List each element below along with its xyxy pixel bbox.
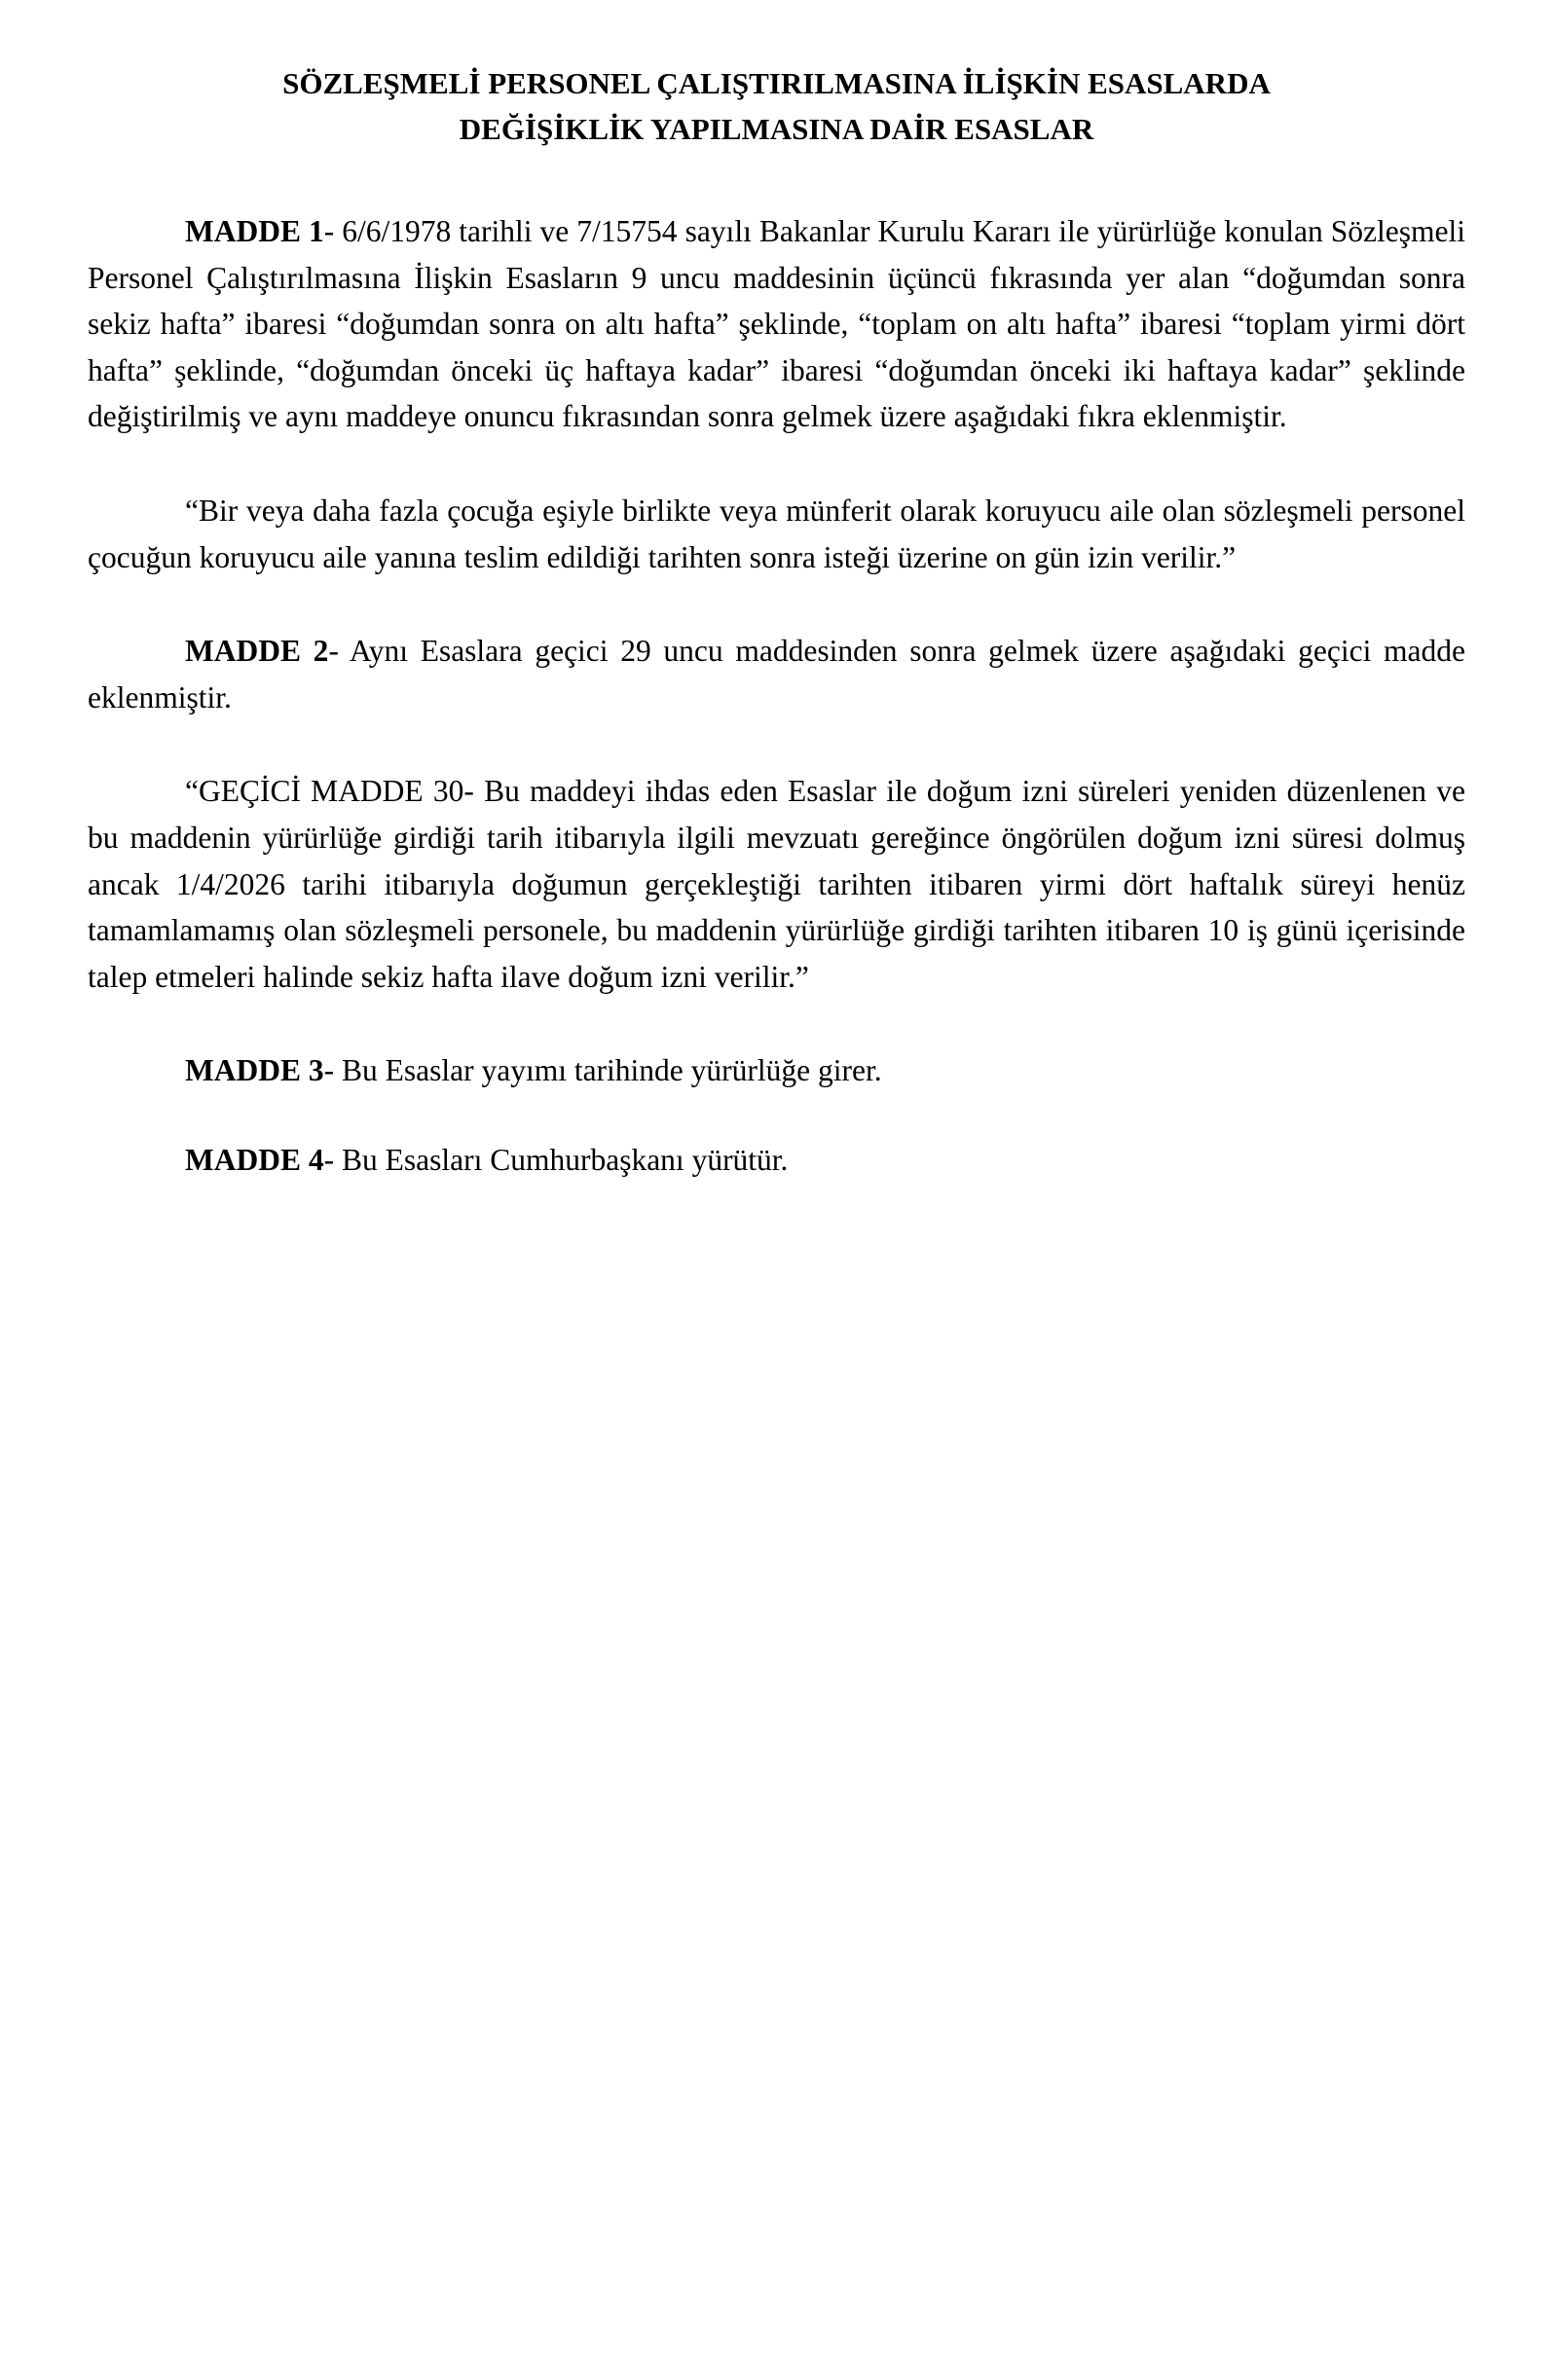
article-3 xyxy=(88,1047,1465,1094)
article-3-text: - Bu Esaslar yayımı tarihinde yürürlüğe girer. xyxy=(323,1053,882,1088)
article-1 xyxy=(88,208,1465,440)
article-3-label: MADDE 3 xyxy=(185,1053,324,1088)
article-4-text: - Bu Esasları Cumhurbaşkanı yürütür. xyxy=(323,1142,789,1177)
document-title xyxy=(88,60,1465,152)
article-2-text: - Aynı Esaslara geçici 29 uncu maddesinden sonra gelmek üzere aşağıdaki geçici madde eklenmiştir. xyxy=(88,634,1465,714)
article-4-label: MADDE 4 xyxy=(185,1142,324,1177)
quote-paragraph-2: “GEÇİCİ MADDE 30- Bu maddeyi ihdas eden Esaslar ile doğum izni süreleri yeniden düzenlenen ve bu maddenin yürürlüğe girdiği tarih itibarıyla ilgili mevzuatı gereğince öngörülen doğum izni süresi dolmuş ancak 1/4/2026 tarihi itibarıyla doğumun gerçekleştiği tarihten itibaren yirmi dört haftalık süreyi henüz tamamlamamış olan sözleşmeli personele, bu maddenin yürürlüğe girdiği tarihten itibaren 10 iş günü içerisinde talep etmeleri halinde sekiz hafta ilave doğum izni verilir.” xyxy=(88,774,1465,994)
article-1-label: MADDE 1 xyxy=(185,214,324,248)
article-1-text: - 6/6/1978 tarihli ve 7/15754 sayılı Bakanlar Kurulu Kararı ile yürürlüğe konulan Sözleşmeli Personel Çalıştırılmasına İlişkin Esasların 9 uncu maddesinin üçüncü fıkrasında yer alan “doğumdan sonra sekiz hafta” ibaresi “doğumdan sonra on altı hafta” şeklinde, “toplam on altı hafta” ibaresi “toplam yirmi dört hafta” şeklinde, “doğumdan önceki üç haftaya kadar” ibaresi “doğumdan önceki iki haftaya kadar” şeklinde değiştirilmiş ve aynı maddeye onuncu fıkrasından sonra gelmek üzere aşağıdaki fıkra eklenmiştir. xyxy=(88,214,1465,434)
article-2-label: MADDE 2 xyxy=(185,634,329,669)
title-line-2: DEĞİŞİKLİK YAPILMASINA DAİR ESASLAR xyxy=(459,112,1094,146)
title-line-1: SÖZLEŞMELİ PERSONEL ÇALIŞTIRILMASINA İLİŞKİN ESASLARDA xyxy=(282,66,1271,100)
article-4 xyxy=(88,1137,1465,1184)
quote-paragraph-1: “Bir veya daha fazla çocuğa eşiyle birlikte veya münferit olarak koruyucu aile olan sözleşmeli personel çocuğun koruyucu aile yanına teslim edildiği tarihten sonra isteği üzerine on gün izin verilir.” xyxy=(88,493,1465,574)
article-2 xyxy=(88,628,1465,720)
